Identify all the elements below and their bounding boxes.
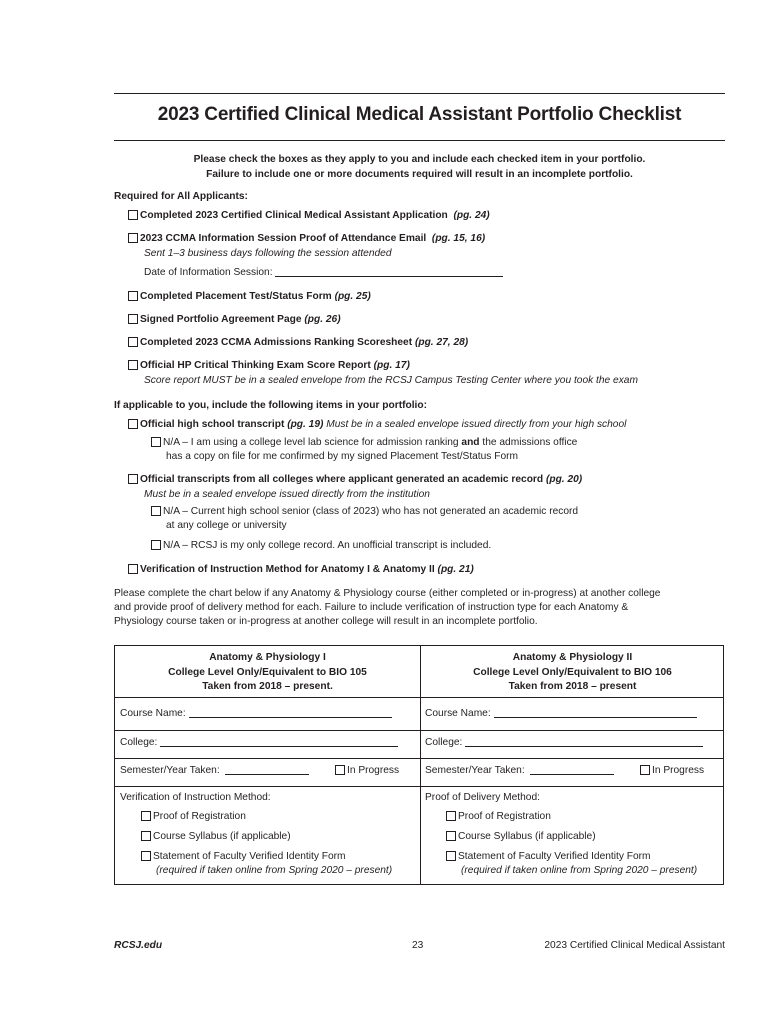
ap2-header [420,651,725,695]
application-checkbox[interactable] [128,210,138,220]
ap2-in-progress-checkbox[interactable] [640,765,650,775]
footer-site: RCSJ.edu [114,940,163,951]
ap1-course-name-field[interactable] [120,708,392,719]
field-line[interactable] [530,774,614,775]
item-page-ref: (pg. 26) [304,314,341,325]
row-divider [115,697,723,698]
ap1-option-identity-form [141,851,346,862]
item-page-ref: (pg. 21) [437,564,474,575]
item-label: Official HP Critical Thinking Exam Score Report [140,360,371,371]
info-session-checkbox[interactable] [128,233,138,243]
ap1-option-registration [141,811,246,822]
item-label: Completed 2023 Certified Clinical Medical Assistant Application [140,210,448,221]
ap1-identity-note: (required if taken online from Spring 2020 – present) [156,865,393,876]
college-na-1-line2: at any college or university [166,520,287,531]
college-na1-checkbox[interactable] [151,506,161,516]
ap2-course-name-field[interactable] [425,708,697,719]
ap2-registration-checkbox[interactable] [446,811,456,821]
footer-page-number: 23 [412,940,424,951]
college-transcripts-note: Must be in a sealed envelope issued directly from the institution [144,489,430,500]
header-line: Taken from 2018 – present [508,681,637,692]
na-text: N/A – Current high school senior (class of 2023) who has not generated an academic record [163,506,579,517]
ap1-syllabus-checkbox[interactable] [141,831,151,841]
hp-exam-note: Score report MUST be in a sealed envelope from the RCSJ Campus Testing Center where you took the exam [144,375,638,386]
required-heading: Required for All Applicants: [114,191,248,202]
verification-checkbox[interactable] [128,564,138,574]
paragraph-line: Please complete the chart below if any Anatomy & Physiology course (either completed or in-progress) at another college [114,588,661,599]
item-page-ref: (pg. 20) [545,474,583,485]
item-page-ref: (pg. 17) [373,360,410,371]
portfolio-agreement-checkbox[interactable] [128,314,138,324]
item-page-ref: (pg. 15, 16) [431,233,486,244]
hs-transcript-checkbox[interactable] [128,419,138,429]
option-label: Course Syllabus (if applicable) [458,831,596,842]
info-session-date-field[interactable] [144,267,503,278]
anatomy-chart [114,645,724,885]
info-session-note: Sent 1–3 business days following the session attended [144,248,392,259]
ap2-option-syllabus [446,831,596,842]
checklist-item-hp-exam [128,360,410,371]
checkbox-label: In Progress [347,765,400,776]
ap1-option-syllabus [141,831,291,842]
field-line[interactable] [225,774,309,775]
ap2-college-field[interactable] [425,737,703,748]
ap2-syllabus-checkbox[interactable] [446,831,456,841]
ap1-college-field[interactable] [120,737,398,748]
checklist-item-hs-transcript [128,419,626,430]
header-line: College Level Only/Equivalent to BIO 105 [168,666,367,678]
paragraph-line: Physiology course taken or in-progress at another college will result in an incomplete portfolio. [114,616,538,627]
paragraph-line: and provide proof of delivery method for each. Failure to include verification of instruction type for each Anatomy & [114,602,629,613]
option-label: Proof of Registration [458,811,551,822]
checklist-item-verification [128,564,474,575]
ap1-in-progress [335,765,399,776]
row-divider [115,730,723,731]
top-rule [114,93,725,94]
college-transcripts-checkbox[interactable] [128,474,138,484]
field-label: College: [120,737,158,748]
hs-transcript-na-line2: has a copy on file for me confirmed by my signed Placement Test/Status Form [166,451,518,462]
college-na2-checkbox[interactable] [151,540,161,550]
ap1-identity-checkbox[interactable] [141,851,151,861]
header-line: College Level Only/Equivalent to BIO 106 [473,666,672,678]
checklist-item-college-transcripts [128,474,582,485]
intro-line-2: Failure to include one or more documents required will result in an incomplete portfolio. [206,169,633,180]
checklist-item-application [128,210,490,221]
item-page-ref: (pg. 25) [334,291,371,302]
ap2-identity-note: (required if taken online from Spring 2020 – present) [461,865,698,876]
ap1-registration-checkbox[interactable] [141,811,151,821]
ap2-option-registration [446,811,551,822]
field-line[interactable] [189,717,392,718]
item-page-ref: (pg. 19) [287,419,324,430]
field-label: Semester/Year Taken: [425,765,525,776]
option-label: Statement of Faculty Verified Identity Form [153,851,346,862]
option-label: Course Syllabus (if applicable) [153,831,291,842]
header-line: Anatomy & Physiology I [209,652,326,663]
field-line[interactable] [465,746,703,747]
header-line: Anatomy & Physiology II [512,652,633,663]
na-text: the admissions office [479,437,578,448]
checklist-item-portfolio-agreement [128,314,341,325]
hs-transcript-na [151,437,577,448]
page-title: 2023 Certified Clinical Medical Assistant Portfolio Checklist [157,104,682,125]
ap1-semester-field[interactable] [120,765,309,776]
item-label: Verification of Instruction Method for Anatomy I & Anatomy II [140,564,435,575]
field-label: Course Name: [120,708,186,719]
ap2-semester-field[interactable] [425,765,614,776]
ap2-option-identity-form [446,851,651,862]
college-na-2 [151,540,491,551]
footer-program: 2023 Certified Clinical Medical Assistant [544,940,725,951]
row-divider [115,786,723,787]
field-label: Semester/Year Taken: [120,765,220,776]
checklist-item-placement-test [128,291,371,302]
item-page-ref: (pg. 24) [453,210,490,221]
field-line[interactable] [494,717,697,718]
field-line[interactable] [160,746,398,747]
item-label: 2023 CCMA Information Session Proof of Attendance Email [140,233,427,244]
ranking-scoresheet-checkbox[interactable] [128,337,138,347]
hp-exam-checkbox[interactable] [128,360,138,370]
date-field-label: Date of Information Session: [144,267,273,278]
intro-line-1: Please check the boxes as they apply to you and include each checked item in your portfolio. [193,154,646,165]
field-label: Course Name: [425,708,491,719]
option-label: Proof of Registration [153,811,246,822]
title-underline [114,140,725,141]
item-label: Official high school transcript [140,419,285,430]
ap2-in-progress [640,765,704,776]
checkbox-label: In Progress [652,765,705,776]
hs-na-checkbox[interactable] [151,437,161,447]
item-note: Must be in a sealed envelope issued directly from your high school [326,419,627,430]
item-label: Completed 2023 CCMA Admissions Ranking Scoresheet [140,337,413,348]
item-page-ref: (pg. 27, 28) [414,337,469,348]
college-na-1 [151,506,578,517]
placement-test-checkbox[interactable] [128,291,138,301]
ap1-header [115,651,420,695]
ap1-method-label: Verification of Instruction Method: [120,792,271,803]
checklist-item-ranking-scoresheet [128,337,468,348]
chart-instructions [114,587,725,629]
na-text: N/A – RCSJ is my only college record. An unofficial transcript is included. [163,540,492,551]
row-divider [115,758,723,759]
applicable-heading: If applicable to you, include the following items in your portfolio: [114,400,427,411]
ap1-in-progress-checkbox[interactable] [335,765,345,775]
ap2-identity-checkbox[interactable] [446,851,456,861]
item-label: Signed Portfolio Agreement Page [140,314,302,325]
header-line: Taken from 2018 – present. [202,681,333,692]
item-label: Completed Placement Test/Status Form [140,291,332,302]
checklist-item-info-session [128,233,485,244]
field-label: College: [425,737,463,748]
na-emphasis: and [461,437,480,448]
na-text: N/A – I am using a college level lab science for admission ranking [163,437,462,448]
option-label: Statement of Faculty Verified Identity Form [458,851,651,862]
item-label: Official transcripts from all colleges where applicant generated an academic record [140,474,544,485]
date-field-line[interactable] [275,276,503,277]
ap2-method-label: Proof of Delivery Method: [425,792,540,803]
